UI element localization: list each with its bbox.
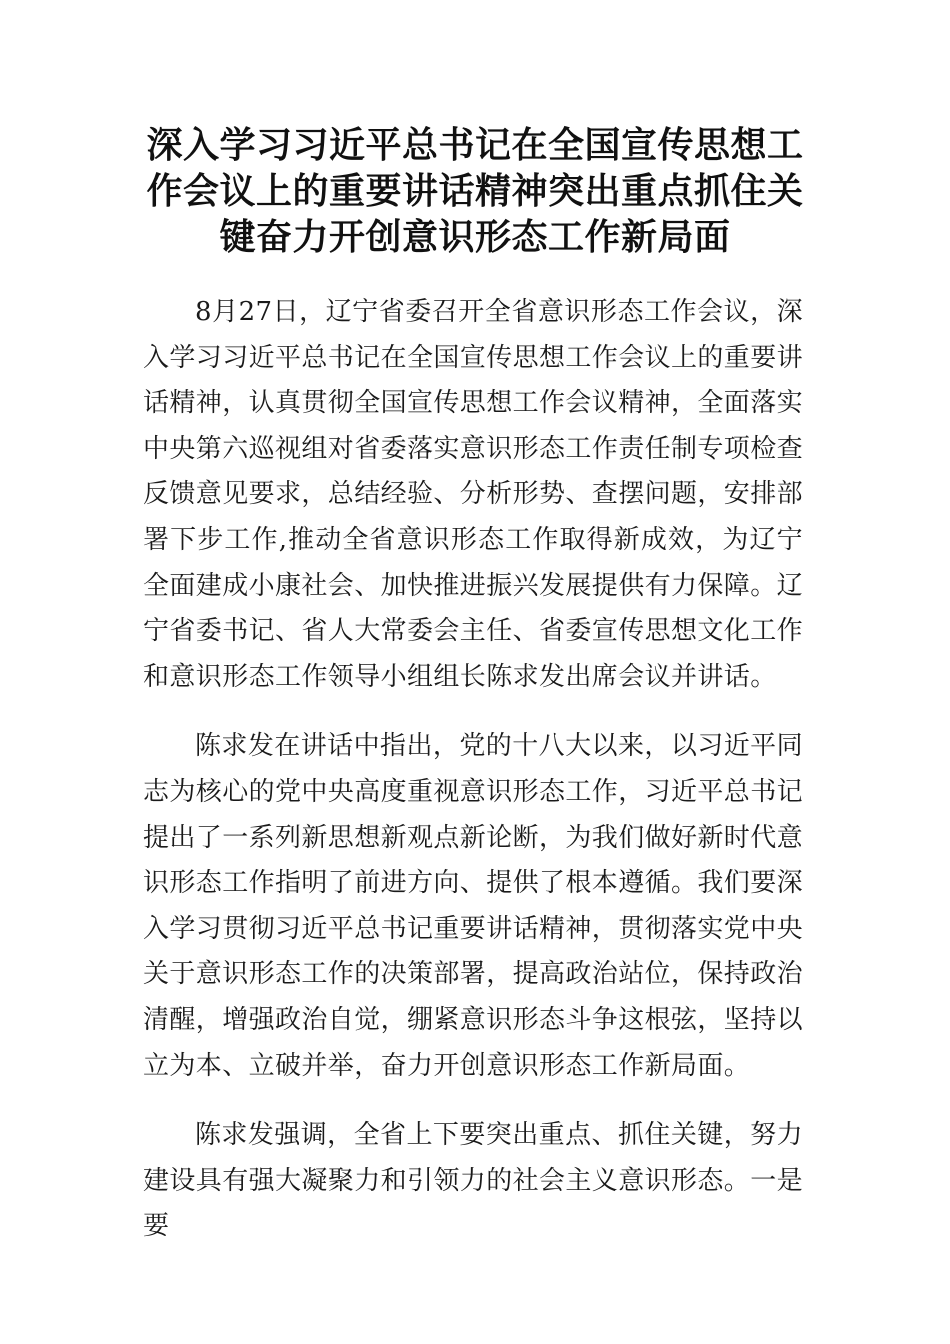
paragraph-1: 8月27日，辽宁省委召开全省意识形态工作会议，深入学习习近平总书记在全国宣传思想工作会议上的重要讲话精神，认真贯彻全国宣传思想工作会议精神，全面落实中央第六巡视组对省委落实意识形态工作责任制专项检查反馈意见要求，总结经验、分析形势、查摆问题，安排部署下步工作,推动全省意识形态工作取得新成效，为辽宁全面建成小康社会、加快推进振兴发展提供有力保障。辽宁省委书记、省人大常委会主任、省委宣传思想文化工作和意识形态工作领导小组组长陈求发出席会议并讲话。	[143, 297, 804, 692]
paragraph-3: 陈求发强调，全省上下要突出重点、抓住关键，努力建设具有强大凝聚力和引领力的社会主义意识形态。一是要	[143, 1120, 804, 1242]
document-body	[143, 290, 803, 1274]
document-title: 深入学习习近平总书记在全国宣传思想工作会议上的重要讲话精神突出重点抓住关键奋力开创意识形态工作新局面	[146, 124, 804, 258]
paragraph-2: 陈求发在讲话中指出，党的十八大以来，以习近平同志为核心的党中央高度重视意识形态工作，习近平总书记提出了一系列新思想新观点新论断，为我们做好新时代意识形态工作指明了前进方向、提供了根本遵循。我们要深入学习贯彻习近平总书记重要讲话精神，贯彻落实党中央关于意识形态工作的决策部署，提高政治站位，保持政治清醒，增强政治自觉，绷紧意识形态斗争这根弦，坚持以立为本、立破并举，奋力开创意识形态工作新局面。	[143, 731, 804, 1081]
